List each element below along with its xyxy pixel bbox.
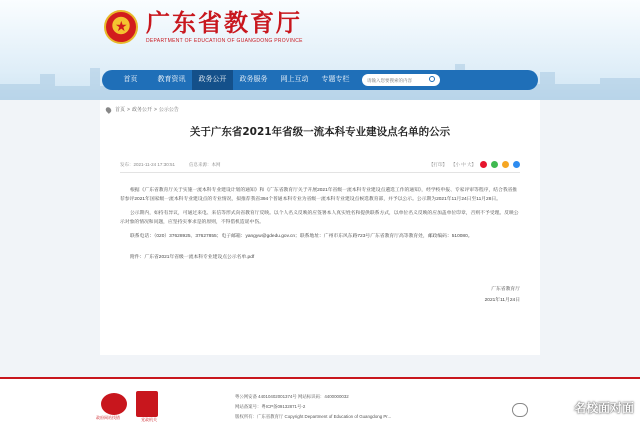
attachment-link[interactable]: 附件：广东省2021年省级一流本科专业建设点公示名单.pdf [130, 254, 255, 260]
article-paragraph: 公示期内，如持有异议，可通过来电、来信等形式向省教育厅反映。以个人名义反映的应签署本人真实姓名和提供联系方式，以单位名义反映的应加盖单位印章，否则不予受理。反映公示对象的情况和问题，应坚持实事求是的原则，不得借机造谣中伤。 [120, 211, 519, 225]
breadcrumb-separator: > [153, 106, 157, 113]
article-meta [120, 161, 520, 173]
error-report-label: 政府网站找错 [96, 415, 120, 420]
qzone-share-icon[interactable] [502, 161, 509, 168]
nav-online-interaction[interactable]: 网上互动 [280, 76, 309, 83]
info-source: 信息来源：本网 [188, 161, 221, 167]
site-header [0, 0, 640, 100]
footer-copyright-line: 版权所有：广东省教育厅 Copyright Department of Education of Guangdong Pr... [235, 414, 392, 419]
nav-home[interactable]: 首页 [123, 76, 138, 83]
print-link[interactable]: 【打印】 [428, 161, 447, 167]
search-box [362, 74, 440, 86]
wechat-share-icon[interactable] [491, 161, 498, 168]
weibo-share-icon[interactable] [480, 161, 487, 168]
nav-education-news[interactable]: 教育资讯 [157, 76, 186, 83]
search-input[interactable] [367, 78, 431, 83]
publish-time: 发布：2021-11-24 17:30:51 [120, 161, 175, 167]
site-logo[interactable] [104, 10, 303, 44]
site-subtitle: DEPARTMENT OF EDUCATION OF GUANGDONG PROVINCE [146, 38, 303, 44]
breadcrumb-home[interactable]: 首页 [115, 107, 126, 113]
party-gov-label: 党政机关 [141, 417, 157, 422]
nav-special-topics[interactable]: 专题专栏 [321, 76, 350, 83]
nav-gov-affairs[interactable]: 政务公开 [192, 70, 233, 90]
signature-date: 2021年11月24日 [484, 297, 520, 303]
site-footer [0, 377, 640, 426]
weibo-watermark-icon [512, 403, 528, 417]
signature: 广东省教育厅 [491, 286, 520, 292]
location-icon [105, 106, 113, 114]
main-nav [102, 70, 538, 90]
article-panel [100, 100, 540, 355]
article-body [100, 173, 540, 263]
search-icon[interactable] [429, 76, 435, 82]
party-gov-badge-icon[interactable] [136, 391, 158, 417]
qq-share-icon[interactable] [513, 161, 520, 168]
breadcrumb-gov-affairs[interactable]: 政务公开 [131, 107, 152, 113]
article-paragraph: 联系电话：（020）37628925、37627855；电子邮箱：yangyw@gdedu.gov.cn；联系地址：广州市东风东路723号广东省教育厅高等教育处，邮政编码：510080。 [130, 234, 473, 240]
article-paragraph: 根据《广东省教育厅关于实施一流本科专业建设计划的通知》和《广东省教育厅关于开展2021年省级一流本科专业建设点遴选工作的通知》，经学校申报、专家评审等程序，结合我省推荐参评2021年国家级一流本科专业建设点的专业情况，拟推荐我省394个普通本科专业为省级一流本科专业建设点候选教育部，并予以公示。公示期为2021年11月24日至11月28日。 [120, 188, 518, 202]
watermark-text: 名校面对面 [573, 401, 634, 415]
footer-security-line: 粤公网安备 44010402001374号 网站标识码：4400000032 [235, 394, 349, 399]
breadcrumb-announcements[interactable]: 公示公告 [158, 107, 179, 113]
nav-gov-services[interactable]: 政务服务 [239, 76, 268, 83]
font-size-switch[interactable]: 【小 中 大】 [450, 161, 476, 167]
breadcrumb [100, 100, 540, 113]
breadcrumb-separator: > [127, 106, 130, 113]
footer-icp-line[interactable]: 网站备案号：粤ICP备09132871号-2 [235, 404, 306, 409]
site-title: 广东省教育厅 [146, 9, 302, 37]
national-emblem-icon [104, 10, 138, 44]
gov-site-error-report-icon[interactable] [101, 393, 127, 415]
article-title: 关于广东省2021年省级一流本科专业建设点名单的公示 [189, 126, 451, 138]
